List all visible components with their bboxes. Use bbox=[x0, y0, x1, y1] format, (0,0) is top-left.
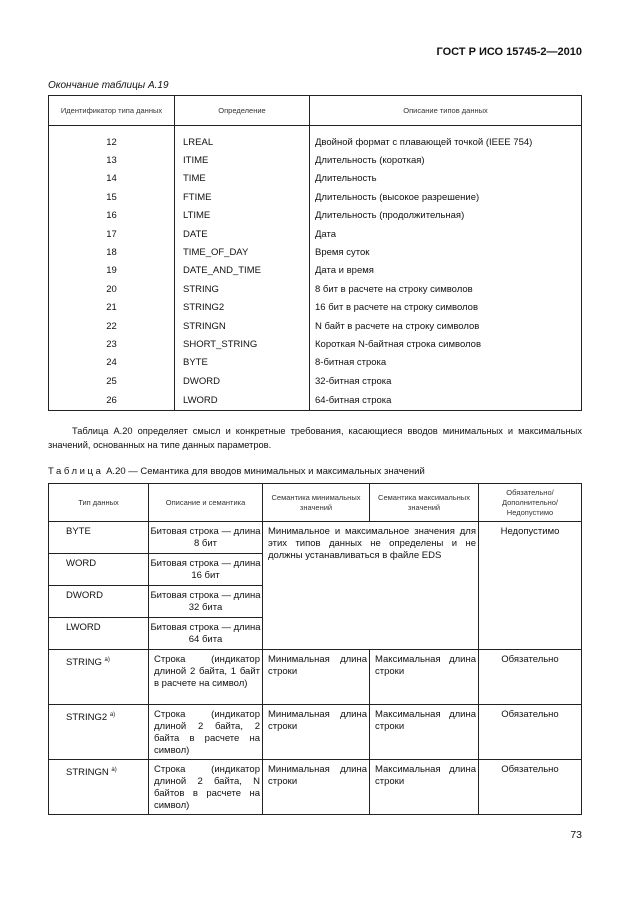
id-cell: 21 bbox=[49, 299, 175, 317]
id-cell: 20 bbox=[49, 280, 175, 298]
description-cell: Дата bbox=[310, 225, 582, 243]
table-row bbox=[49, 188, 582, 206]
semantics-cell: Битовая строка — длина 8 бит bbox=[149, 522, 263, 554]
table-row bbox=[49, 522, 582, 554]
table-row bbox=[49, 705, 582, 760]
definition-cell: DATE_AND_TIME bbox=[175, 262, 310, 280]
table-a20 bbox=[48, 483, 582, 815]
header-description: Описание типов данных bbox=[310, 96, 582, 126]
table-row bbox=[49, 151, 582, 169]
type-cell: DWORD bbox=[49, 586, 149, 618]
definition-cell: SHORT_STRING bbox=[175, 335, 310, 353]
type-name: STRINGN bbox=[66, 767, 109, 779]
id-cell: 12 bbox=[49, 133, 175, 151]
definition-cell: STRINGN bbox=[175, 317, 310, 335]
table-row bbox=[49, 262, 582, 280]
table-row bbox=[49, 335, 582, 353]
description-cell: 64-битная строка bbox=[310, 390, 582, 411]
header-definition: Определение bbox=[175, 96, 310, 126]
type-cell bbox=[49, 650, 149, 705]
description-cell: Длительность (высокое разрешение) bbox=[310, 188, 582, 206]
table-row bbox=[49, 225, 582, 243]
table-row bbox=[49, 133, 582, 151]
table-row bbox=[49, 317, 582, 335]
minmax-cell: Минимальное и максимальное значения для этих типов данных не определены и не должны устанавливаться в файле EDS bbox=[263, 522, 479, 650]
definition-cell: FTIME bbox=[175, 188, 310, 206]
table-row bbox=[49, 372, 582, 390]
type-name: STRING2 bbox=[66, 712, 108, 724]
min-cell: Минимальная длина строки bbox=[263, 650, 370, 705]
table-row bbox=[49, 243, 582, 261]
description-cell: 16 бит в расчете на строку символов bbox=[310, 299, 582, 317]
footnote-mark: а) bbox=[104, 657, 110, 663]
description-cell: 8 бит в расчете на строку символов bbox=[310, 280, 582, 298]
id-cell: 19 bbox=[49, 262, 175, 280]
description-cell: N байт в расчете на строку символов bbox=[310, 317, 582, 335]
id-cell: 22 bbox=[49, 317, 175, 335]
table-row bbox=[49, 650, 582, 705]
table-a20-caption bbox=[48, 466, 425, 477]
definition-cell: DATE bbox=[175, 225, 310, 243]
status-cell: Обязательно bbox=[479, 760, 582, 815]
table-a19-body bbox=[49, 126, 582, 411]
status-cell: Обязательно bbox=[479, 705, 582, 760]
min-cell: Минимальная длина строки bbox=[263, 705, 370, 760]
min-cell: Минимальная длина строки bbox=[263, 760, 370, 815]
type-cell bbox=[49, 760, 149, 815]
id-cell: 23 bbox=[49, 335, 175, 353]
id-cell: 14 bbox=[49, 170, 175, 188]
description-cell: Дата и время bbox=[310, 262, 582, 280]
header-max-semantics: Семантика максимальных значений bbox=[370, 484, 479, 522]
caption-text: А.20 — Семантика для вводов минимальных и максимальных значений bbox=[103, 466, 425, 477]
id-cell: 16 bbox=[49, 207, 175, 225]
id-cell: 13 bbox=[49, 151, 175, 169]
footnote-mark: а) bbox=[109, 712, 116, 718]
semantics-cell: Битовая строка — длина 32 бита bbox=[149, 586, 263, 618]
header-data-type: Тип данных bbox=[49, 484, 149, 522]
id-cell: 17 bbox=[49, 225, 175, 243]
status-cell: Недопустимо bbox=[479, 522, 582, 650]
id-cell: 25 bbox=[49, 372, 175, 390]
type-cell: BYTE bbox=[49, 522, 149, 554]
description-cell: Длительность (короткая) bbox=[310, 151, 582, 169]
description-cell: Время суток bbox=[310, 243, 582, 261]
id-cell: 15 bbox=[49, 188, 175, 206]
description-cell: Короткая N-байтная строка символов bbox=[310, 335, 582, 353]
definition-cell: LTIME bbox=[175, 207, 310, 225]
header-semantics: Описание и семантика bbox=[149, 484, 263, 522]
id-cell: 18 bbox=[49, 243, 175, 261]
definition-cell: LREAL bbox=[175, 133, 310, 151]
header-type-id: Идентификатор типа данных bbox=[49, 96, 175, 126]
definition-cell: BYTE bbox=[175, 354, 310, 372]
definition-cell: TIME_OF_DAY bbox=[175, 243, 310, 261]
semantics-cell: Битовая строка — длина 16 бит bbox=[149, 554, 263, 586]
footnote-mark: а) bbox=[111, 767, 117, 773]
table-a19-caption: Окончание таблицы А.19 bbox=[48, 80, 169, 91]
type-cell: LWORD bbox=[49, 618, 149, 650]
header-min-semantics: Семантика минимальных значений bbox=[263, 484, 370, 522]
table-row bbox=[49, 170, 582, 188]
description-cell: 32-битная строка bbox=[310, 372, 582, 390]
type-cell: WORD bbox=[49, 554, 149, 586]
semantics-cell: Строка (индикатор длиной 2 байта, 2 байта в расчете на символ) bbox=[149, 705, 263, 760]
semantics-cell: Строка (индикатор длиной 2 байта, 1 байт в расчете на символ) bbox=[149, 650, 263, 705]
definition-cell: LWORD bbox=[175, 390, 310, 411]
max-cell: Максимальная длина строки bbox=[370, 650, 479, 705]
document-header: ГОСТ Р ИСО 15745-2—2010 bbox=[436, 46, 582, 58]
definition-cell: STRING bbox=[175, 280, 310, 298]
paragraph-table-a20: Таблица А.20 определяет смысл и конкретные требования, касающиеся вводов минимальных и максимальных значений, основанных на типе данных параметров. bbox=[48, 426, 582, 450]
definition-cell: STRING2 bbox=[175, 299, 310, 317]
page-number: 73 bbox=[570, 829, 582, 841]
description-cell: Двойной формат с плавающей точкой (IEEE 754) bbox=[310, 133, 582, 151]
table-a19 bbox=[48, 95, 582, 411]
table-row bbox=[49, 354, 582, 372]
description-cell: Длительность bbox=[310, 170, 582, 188]
definition-cell: ITIME bbox=[175, 151, 310, 169]
definition-cell: TIME bbox=[175, 170, 310, 188]
caption-label: Таблица bbox=[48, 466, 104, 477]
id-cell: 26 bbox=[49, 390, 175, 411]
table-row bbox=[49, 207, 582, 225]
description-cell: 8-битная строка bbox=[310, 354, 582, 372]
table-row bbox=[49, 390, 582, 411]
type-name: STRING bbox=[66, 657, 102, 669]
table-row bbox=[49, 299, 582, 317]
header-status: Обязательно/ Дополнительно/ Недопустимо bbox=[479, 484, 582, 522]
definition-cell: DWORD bbox=[175, 372, 310, 390]
status-cell: Обязательно bbox=[479, 650, 582, 705]
type-cell bbox=[49, 705, 149, 760]
max-cell: Максимальная длина строки bbox=[370, 760, 479, 815]
table-row bbox=[49, 280, 582, 298]
semantics-cell: Битовая строка — длина 64 бита bbox=[149, 618, 263, 650]
semantics-cell: Строка (индикатор длиной 2 байта, N байтов в расчете на символ) bbox=[149, 760, 263, 815]
id-cell: 24 bbox=[49, 354, 175, 372]
description-cell: Длительность (продолжительная) bbox=[310, 207, 582, 225]
max-cell: Максимальная длина строки bbox=[370, 705, 479, 760]
table-row bbox=[49, 760, 582, 815]
